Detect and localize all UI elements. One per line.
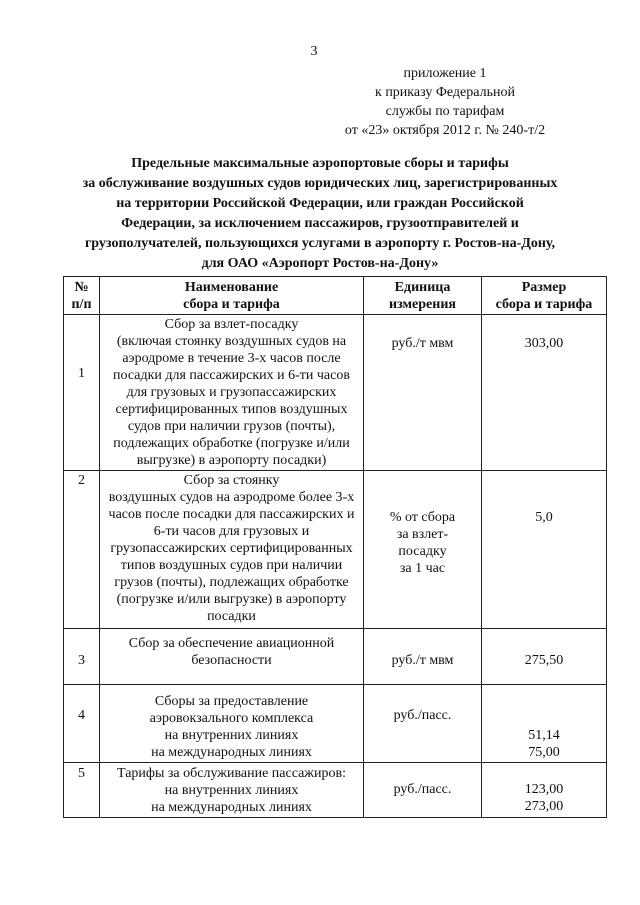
row-size: 123,00 273,00 — [482, 763, 607, 818]
title-line: за обслуживание воздушных судов юридических лиц, зарегистрированных — [82, 176, 558, 191]
title-line: Федерации, за исключением пассажиров, грузоотправителей и — [121, 216, 519, 231]
row-name: Тарифы за обслуживание пассажиров: на внутренних линиях на международных линиях — [100, 763, 364, 818]
table-row — [64, 629, 607, 685]
appendix-line: службы по тарифам — [385, 104, 505, 119]
title-line: для ОАО «Аэропорт Ростов-на-Дону» — [201, 256, 439, 271]
row-size: 303,00 — [482, 315, 607, 471]
appendix-line: от «23» октября 2012 г. № 240-т/2 — [344, 123, 546, 138]
table-row — [64, 315, 607, 471]
row-number: 4 — [64, 685, 100, 763]
appendix-line: приложение 1 — [403, 66, 487, 81]
tariff-table — [63, 276, 607, 818]
table-row — [64, 685, 607, 763]
header-number: № п/п — [64, 277, 100, 315]
row-size: 5,0 — [482, 471, 607, 629]
title-line: Предельные максимальные аэропортовые сборы и тарифы — [131, 156, 509, 171]
row-number: 5 — [64, 763, 100, 818]
row-size: 51,14 75,00 — [482, 685, 607, 763]
row-unit: руб./пасс. — [364, 763, 482, 818]
header-name: Наименование сбора и тарифа — [100, 277, 364, 315]
row-unit: руб./пасс. — [364, 685, 482, 763]
appendix-line: к приказу Федеральной — [375, 85, 515, 100]
row-unit: % от сбора за взлет- посадку за 1 час — [364, 471, 482, 629]
row-unit: руб./т мвм — [364, 629, 482, 685]
row-name: Сбор за взлет-посадку (включая стоянку воздушных судов на аэродроме в течение 3-х часов после посадки для пассажирских и 6-ти часов для грузовых и грузопассажирских сертифицированных типов воздушных судов при наличии грузов (почты), подлежащих обработке (погрузке и/или выгрузке) в аэропорту посадки) — [100, 315, 364, 471]
row-name: Сбор за стоянку воздушных судов на аэродроме более 3-х часов после посадки для пассажирских и 6-ти часов для грузовых и грузопассажирских сертифицированных типов воздушных судов при наличии грузов (почты), подлежащих обработке (погрузке и/или выгрузке) в аэропорту посадки — [100, 471, 364, 629]
row-number: 2 — [64, 471, 100, 629]
table-row — [64, 763, 607, 818]
row-size: 275,50 — [482, 629, 607, 685]
title-line: грузополучателей, пользующихся услугами в аэропорту г. Ростов-на-Дону, — [84, 236, 556, 251]
table-header-row — [64, 277, 607, 315]
row-unit: руб./т мвм — [364, 315, 482, 471]
page-number: 3 — [310, 44, 318, 59]
row-name: Сбор за обеспечение авиационной безопасности — [100, 629, 364, 685]
header-unit: Единица измерения — [364, 277, 482, 315]
header-size: Размер сбора и тарифа — [482, 277, 607, 315]
title-line: на территории Российской Федерации, или граждан Российской — [116, 196, 524, 211]
document-title — [40, 154, 600, 274]
table-row — [64, 471, 607, 629]
row-number: 1 — [64, 315, 100, 471]
row-number: 3 — [64, 629, 100, 685]
row-name: Сборы за предоставление аэровокзального комплекса на внутренних линиях на международных линиях — [100, 685, 364, 763]
appendix-header — [300, 64, 590, 140]
